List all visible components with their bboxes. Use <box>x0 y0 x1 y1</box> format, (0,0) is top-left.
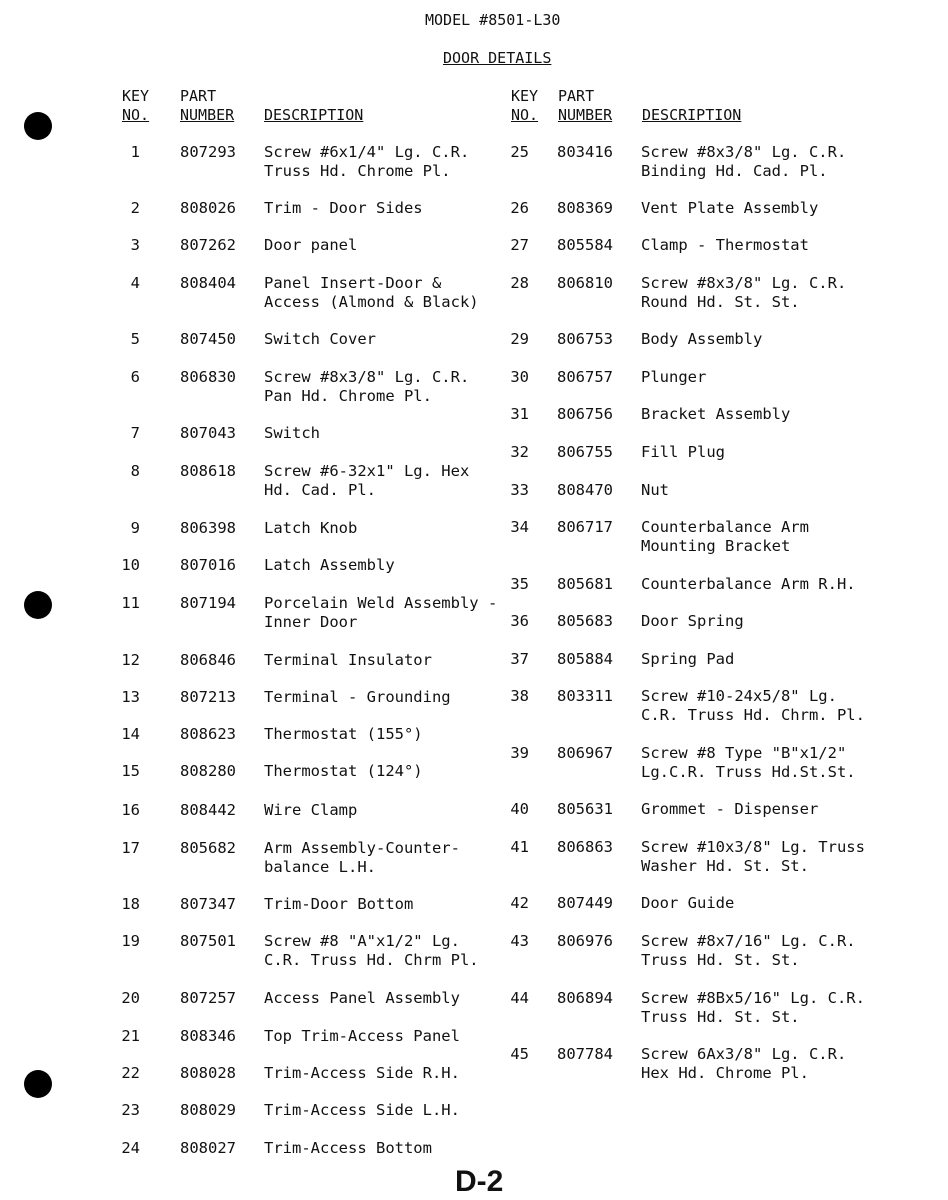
left-part-description: Screw #6x1/4" Lg. C.R. Truss Hd. Chrome Pl. <box>264 143 470 180</box>
right-part-number: 805884 <box>557 650 613 668</box>
right-key-number: 30 <box>510 368 529 386</box>
left-part-description: Wire Clamp <box>264 801 358 819</box>
left-key-number: 20 <box>121 989 140 1007</box>
right-key-number: 42 <box>510 894 529 912</box>
left-part-description: Trim-Access Side L.H. <box>264 1101 460 1119</box>
right-part-description: Screw #10x3/8" Lg. Truss Washer Hd. St. St. <box>641 838 865 875</box>
left-part-number: 807043 <box>180 424 236 442</box>
left-part-number: 808028 <box>180 1064 236 1082</box>
right-part-description: Screw #8x7/16" Lg. C.R. Truss Hd. St. St. <box>641 932 856 969</box>
left-key-header-line1: KEY <box>122 87 150 105</box>
left-key-number: 1 <box>130 143 140 161</box>
left-part-number: 808026 <box>180 199 236 217</box>
right-part-number: 805681 <box>557 575 613 593</box>
right-part-header-line2: NUMBER <box>558 106 613 124</box>
left-part-number: 808029 <box>180 1101 236 1119</box>
right-part-number: 805631 <box>557 800 613 818</box>
left-description-header: DESCRIPTION <box>264 106 364 124</box>
left-part-description: Latch Assembly <box>264 556 395 574</box>
right-key-number: 33 <box>510 481 529 499</box>
left-part-number: 807213 <box>180 688 236 706</box>
right-part-description: Clamp - Thermostat <box>641 236 809 254</box>
right-part-number: 808369 <box>557 199 613 217</box>
right-key-number: 34 <box>510 518 529 536</box>
left-part-description: Porcelain Weld Assembly - Inner Door <box>264 594 498 631</box>
left-key-number: 9 <box>130 519 140 537</box>
left-part-description: Panel Insert-Door & Access (Almond & Black) <box>264 274 479 311</box>
right-part-number: 806967 <box>557 744 613 762</box>
left-part-number: 807194 <box>180 594 236 612</box>
left-part-description: Door panel <box>264 236 358 254</box>
left-key-number: 17 <box>121 839 140 857</box>
left-key-number: 22 <box>121 1064 140 1082</box>
left-part-number: 807347 <box>180 895 236 913</box>
right-part-number: 806757 <box>557 368 613 386</box>
left-key-number: 8 <box>130 462 140 480</box>
left-part-number: 808027 <box>180 1139 236 1157</box>
right-part-number: 807449 <box>557 894 613 912</box>
left-key-number: 16 <box>121 801 140 819</box>
left-key-number: 7 <box>130 424 140 442</box>
right-key-number: 25 <box>510 143 529 161</box>
right-part-description: Fill Plug <box>641 443 725 461</box>
right-part-number: 803311 <box>557 687 613 705</box>
right-part-description: Screw #8x3/8" Lg. C.R. Round Hd. St. St. <box>641 274 847 311</box>
model-title: MODEL #8501-L30 <box>425 11 561 29</box>
binder-hole-middle <box>24 591 52 619</box>
right-part-number: 806717 <box>557 518 613 536</box>
left-key-number: 14 <box>121 725 140 743</box>
left-key-number: 11 <box>121 594 140 612</box>
left-part-description: Screw #8 "A"x1/2" Lg. C.R. Truss Hd. Chrm Pl. <box>264 932 479 969</box>
left-part-number: 807016 <box>180 556 236 574</box>
right-part-description: Body Assembly <box>641 330 763 348</box>
right-key-number: 31 <box>510 405 529 423</box>
right-key-number: 29 <box>510 330 529 348</box>
left-key-header-line2: NO. <box>122 106 150 124</box>
left-part-description: Screw #6-32x1" Lg. Hex Hd. Cad. Pl. <box>264 462 470 499</box>
left-part-description: Switch Cover <box>264 330 376 348</box>
left-part-number: 808623 <box>180 725 236 743</box>
right-part-number: 806753 <box>557 330 613 348</box>
left-part-description: Switch <box>264 424 320 442</box>
left-key-number: 12 <box>121 651 140 669</box>
right-key-number: 43 <box>510 932 529 950</box>
right-part-number: 803416 <box>557 143 613 161</box>
right-part-number: 806756 <box>557 405 613 423</box>
right-key-number: 37 <box>510 650 529 668</box>
left-key-number: 6 <box>130 368 140 386</box>
right-part-number: 806755 <box>557 443 613 461</box>
left-key-number: 23 <box>121 1101 140 1119</box>
right-part-number: 807784 <box>557 1045 613 1063</box>
left-part-description: Trim-Access Bottom <box>264 1139 432 1157</box>
left-part-number: 805682 <box>180 839 236 857</box>
left-key-number: 15 <box>121 762 140 780</box>
left-part-number: 806398 <box>180 519 236 537</box>
left-part-number: 807293 <box>180 143 236 161</box>
left-part-header-line2: NUMBER <box>180 106 235 124</box>
left-key-number: 5 <box>130 330 140 348</box>
right-part-description: Counterbalance Arm R.H. <box>641 575 856 593</box>
left-part-description: Latch Knob <box>264 519 358 537</box>
binder-hole-top <box>24 112 52 140</box>
right-part-number: 806810 <box>557 274 613 292</box>
left-key-number: 4 <box>130 274 140 292</box>
left-part-header-line1: PART <box>180 87 217 105</box>
right-key-number: 26 <box>510 199 529 217</box>
right-part-description: Spring Pad <box>641 650 735 668</box>
left-part-number: 808346 <box>180 1027 236 1045</box>
right-part-description: Plunger <box>641 368 707 386</box>
left-key-number: 21 <box>121 1027 140 1045</box>
left-part-number: 808442 <box>180 801 236 819</box>
left-part-number: 807257 <box>180 989 236 1007</box>
right-part-number: 808470 <box>557 481 613 499</box>
left-part-description: Terminal - Grounding <box>264 688 451 706</box>
right-key-header-line1: KEY <box>511 87 539 105</box>
left-part-description: Trim-Access Side R.H. <box>264 1064 460 1082</box>
right-part-description: Door Spring <box>641 612 744 630</box>
right-key-number: 44 <box>510 989 529 1007</box>
left-key-number: 13 <box>121 688 140 706</box>
right-key-number: 28 <box>510 274 529 292</box>
right-part-description: Nut <box>641 481 669 499</box>
right-key-number: 40 <box>510 800 529 818</box>
left-key-number: 10 <box>121 556 140 574</box>
page-number: D-2 <box>455 1165 504 1198</box>
left-part-number: 808404 <box>180 274 236 292</box>
right-key-number: 32 <box>510 443 529 461</box>
left-part-description: Screw #8x3/8" Lg. C.R. Pan Hd. Chrome Pl. <box>264 368 470 405</box>
right-part-description: Screw #8 Type "B"x1/2" Lg.C.R. Truss Hd.St.St. <box>641 744 856 781</box>
left-part-number: 808618 <box>180 462 236 480</box>
right-key-number: 36 <box>510 612 529 630</box>
right-key-number: 27 <box>510 236 529 254</box>
right-part-number: 806976 <box>557 932 613 950</box>
right-part-description: Screw #8Bx5/16" Lg. C.R. Truss Hd. St. St. <box>641 989 865 1026</box>
right-part-description: Screw #8x3/8" Lg. C.R. Binding Hd. Cad. Pl. <box>641 143 847 180</box>
left-key-number: 2 <box>130 199 140 217</box>
right-part-description: Screw 6Ax3/8" Lg. C.R. Hex Hd. Chrome Pl. <box>641 1045 847 1082</box>
right-part-description: Vent Plate Assembly <box>641 199 819 217</box>
left-part-description: Access Panel Assembly <box>264 989 460 1007</box>
left-part-description: Arm Assembly-Counter- balance L.H. <box>264 839 460 876</box>
left-part-description: Thermostat (155°) <box>264 725 423 743</box>
right-part-number: 806863 <box>557 838 613 856</box>
right-description-header: DESCRIPTION <box>642 106 742 124</box>
right-part-number: 805683 <box>557 612 613 630</box>
left-key-number: 19 <box>121 932 140 950</box>
right-key-number: 35 <box>510 575 529 593</box>
right-key-number: 45 <box>510 1045 529 1063</box>
left-part-number: 806830 <box>180 368 236 386</box>
right-part-description: Bracket Assembly <box>641 405 791 423</box>
right-part-description: Door Guide <box>641 894 735 912</box>
right-part-number: 805584 <box>557 236 613 254</box>
left-part-description: Top Trim-Access Panel <box>264 1027 460 1045</box>
right-part-description: Grommet - Dispenser <box>641 800 819 818</box>
left-key-number: 18 <box>121 895 140 913</box>
right-key-number: 41 <box>510 838 529 856</box>
right-part-description: Counterbalance Arm Mounting Bracket <box>641 518 809 555</box>
left-key-number: 24 <box>121 1139 140 1157</box>
left-part-description: Thermostat (124°) <box>264 762 423 780</box>
binder-hole-bottom <box>24 1070 52 1098</box>
left-part-number: 806846 <box>180 651 236 669</box>
right-key-header-line2: NO. <box>511 106 539 124</box>
left-part-number: 807450 <box>180 330 236 348</box>
left-part-number: 808280 <box>180 762 236 780</box>
right-part-description: Screw #10-24x5/8" Lg. C.R. Truss Hd. Chrm. Pl. <box>641 687 865 724</box>
left-part-number: 807501 <box>180 932 236 950</box>
right-key-number: 39 <box>510 744 529 762</box>
left-part-number: 807262 <box>180 236 236 254</box>
left-part-description: Trim - Door Sides <box>264 199 423 217</box>
right-part-header-line1: PART <box>558 87 595 105</box>
left-part-description: Terminal Insulator <box>264 651 432 669</box>
section-title: DOOR DETAILS <box>443 49 552 67</box>
left-key-number: 3 <box>130 236 140 254</box>
left-part-description: Trim-Door Bottom <box>264 895 414 913</box>
right-part-number: 806894 <box>557 989 613 1007</box>
right-key-number: 38 <box>510 687 529 705</box>
